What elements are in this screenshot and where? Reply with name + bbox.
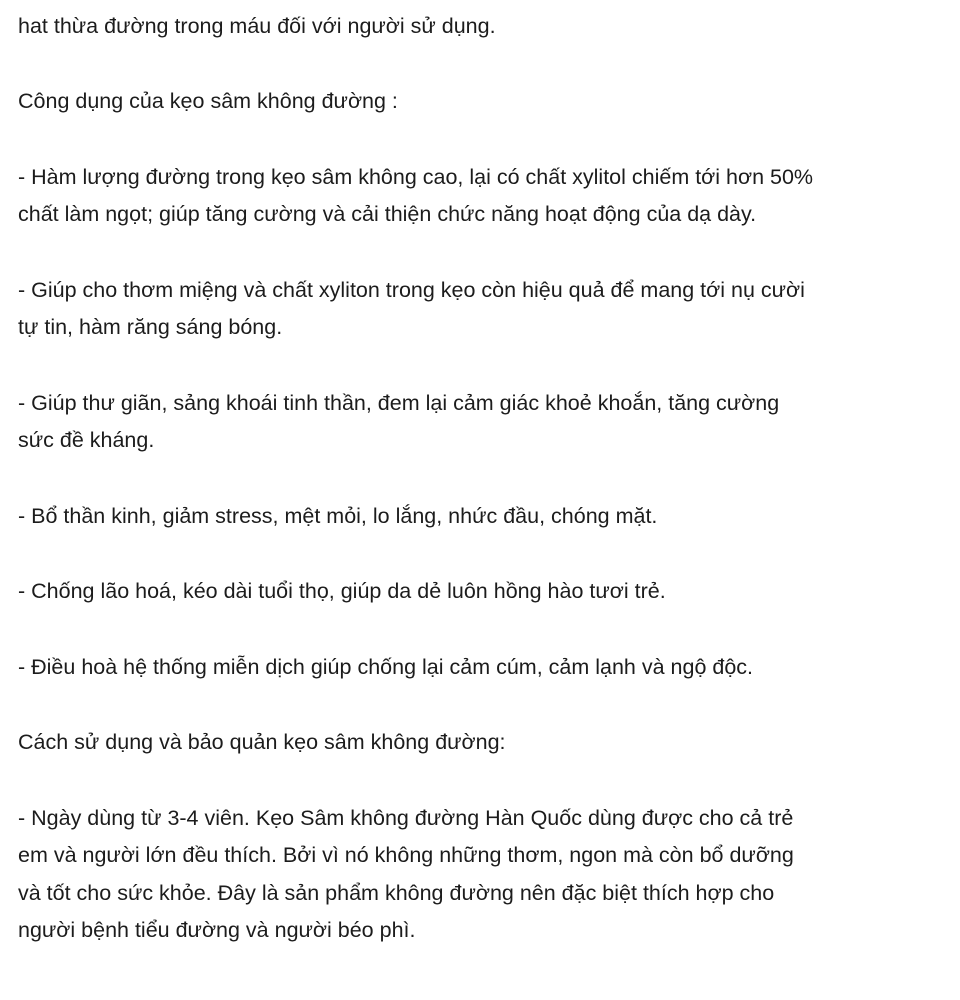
text-line: - Ngày dùng từ 3-4 viên. Kẹo Sâm không đường Hàn Quốc dùng được cho cả trẻ <box>18 805 794 830</box>
bullet-dosage <box>18 800 960 950</box>
text-line: và tốt cho sức khỏe. Đây là sản phẩm không đường nên đặc biệt thích hợp cho <box>18 880 775 905</box>
text-line: - Bổ thần kinh, giảm stress, mệt mỏi, lo lắng, nhức đầu, chóng mặt. <box>18 503 658 528</box>
bullet-sugar-content <box>18 159 960 234</box>
text-line: - Điều hoà hệ thống miễn dịch giúp chống lại cảm cúm, cảm lạnh và ngộ độc. <box>18 654 754 679</box>
text-line: hat thừa đường trong máu đối với người sử dụng. <box>18 13 496 38</box>
text-line: chất làm ngọt; giúp tăng cường và cải thiện chức năng hoạt động của dạ dày. <box>18 202 757 226</box>
section-heading-uses <box>18 83 960 121</box>
paragraph-intro-continuation <box>18 0 960 45</box>
bullet-anti-aging <box>18 573 960 611</box>
text-line: em và người lớn đều thích. Bởi vì nó không những thơm, ngon mà còn bổ dưỡng <box>18 843 794 867</box>
text-line: người bệnh tiểu đường và người béo phì. <box>18 918 416 942</box>
text-line: - Chống lão hoá, kéo dài tuổi thọ, giúp da dẻ luôn hồng hào tươi trẻ. <box>18 579 666 603</box>
section-heading-usage-storage <box>18 724 960 762</box>
text-line: tự tin, hàm răng sáng bóng. <box>18 315 283 339</box>
bullet-fresh-breath <box>18 272 960 347</box>
bullet-relaxation <box>18 385 960 460</box>
text-line: - Giúp thư giãn, sảng khoái tinh thần, đem lại cảm giác khoẻ khoắn, tăng cường <box>18 390 780 415</box>
article-body <box>18 0 960 988</box>
text-line: Cách sử dụng và bảo quản kẹo sâm không đường: <box>18 730 506 754</box>
text-line: - Giúp cho thơm miệng và chất xyliton trong kẹo còn hiệu quả để mang tới nụ cười <box>18 277 805 302</box>
text-line: - Hàm lượng đường trong kẹo sâm không cao, lại có chất xylitol chiếm tới hơn 50% <box>18 164 814 189</box>
text-line: Công dụng của kẹo sâm không đường : <box>18 89 398 113</box>
bullet-immune-system <box>18 649 960 687</box>
text-line: sức đề kháng. <box>18 428 155 452</box>
bullet-nervous-system <box>18 498 960 536</box>
